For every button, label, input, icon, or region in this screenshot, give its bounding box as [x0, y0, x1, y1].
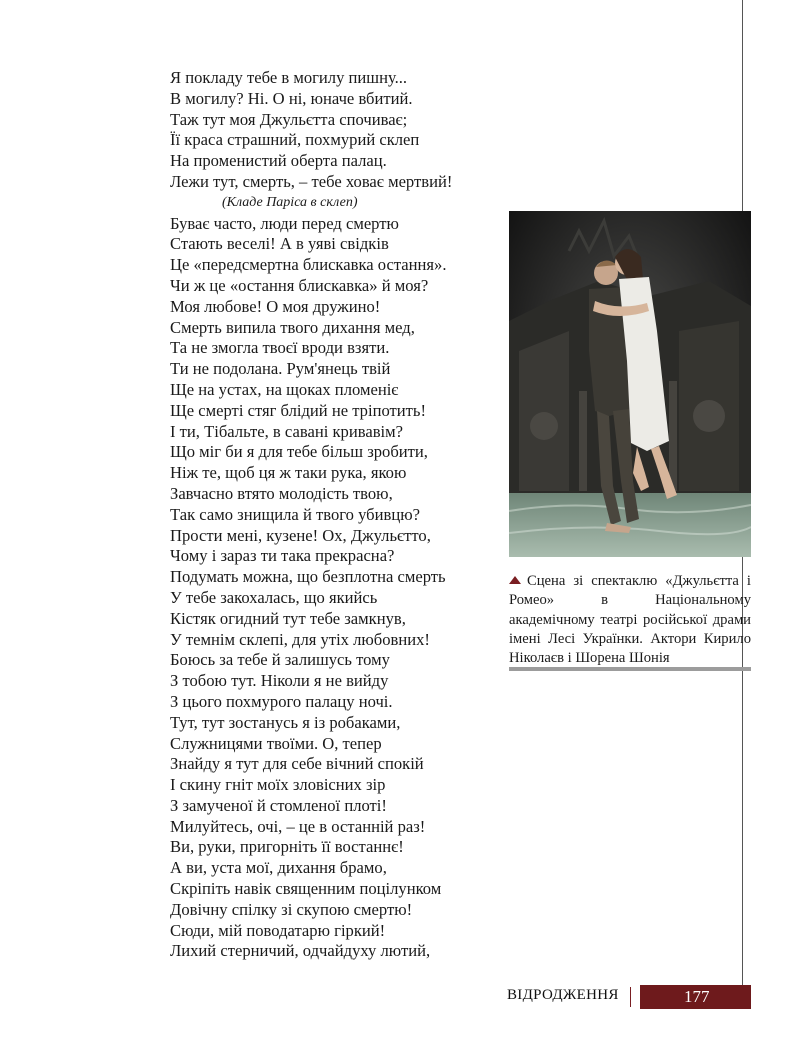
page-number: 177	[640, 985, 751, 1009]
poem-line: Лежи тут, смерть, – тебе ховає мертвий!	[170, 171, 453, 191]
footer-separator	[630, 987, 631, 1007]
poem-line: Знайду я тут для себе вічний спокій	[170, 754, 424, 774]
poem-line: Я покладу тебе в могилу пишну...	[170, 68, 408, 87]
poem-line: Подумать можна, що безплотна смерть	[170, 567, 446, 587]
stage-direction: (Кладе Паріса в склеп)	[222, 194, 358, 210]
poem-line: У тебе закохалась, що якийсь	[170, 587, 378, 607]
poem-line: Так само знищила й твого убивцю?	[170, 504, 420, 524]
poem-line: Служницями твоїми. О, тепер	[170, 733, 382, 753]
poem-line: Таж тут моя Джульєтта спочиває;	[170, 109, 408, 129]
poem-line: З тобою тут. Ніколи я не вийду	[170, 671, 389, 691]
poem-line: А ви, уста мої, дихання брамо,	[170, 858, 387, 878]
poem-line: Кістяк огидний тут тебе замкнув,	[170, 608, 406, 628]
poem-line: Скріпіть навік священним поцілунком	[170, 879, 442, 899]
poem-line: В могилу? Ні. О ні, юначе вбитий.	[170, 88, 413, 108]
theatre-scene-photo	[509, 211, 751, 557]
photo-caption	[509, 572, 751, 668]
poem-line: Стають веселі! А в уяві свідків	[170, 234, 389, 254]
poem-line: У темнім склепі, для утіх любовних!	[170, 629, 430, 649]
poem-line: З цього похмурого палацу ночі.	[170, 691, 393, 711]
poem-text	[170, 68, 500, 962]
poem-line: Її краса страшний, похмурий склеп	[170, 130, 420, 150]
caption-marker-icon	[509, 576, 521, 584]
poem-line: Прости мені, кузене! Ох, Джульєтто,	[170, 525, 431, 545]
poem-line: І скину гніт моїх зловісних зір	[170, 775, 386, 795]
poem-line: Довічну спілку зі скупою смертю!	[170, 899, 413, 919]
caption-rule	[509, 667, 751, 671]
caption-text: Сцена зі спектаклю «Джульєтта і Ромео» в Національному академічному театрі російської драми імені Лесі Українки. Актори Кирило Ніколаєв і Шорена Шонія	[509, 573, 751, 667]
poem-line: Лихий стерничий, одчайдуху лютий,	[170, 941, 431, 961]
poem-line: Ти не подолана. Рум'янець твій	[170, 359, 391, 379]
poem-line: Чи ж це «остання блискавка» й моя?	[170, 275, 429, 295]
poem-line: Та не змогла твоєї вроди взяти.	[170, 338, 390, 358]
poem-line: З замученої й стомленої плоті!	[170, 795, 387, 815]
poem-line: Боюсь за тебе й залишусь тому	[170, 650, 390, 670]
poem-line: Моя любове! О моя дружино!	[170, 296, 381, 316]
poem-line: Буває часто, люди перед смертю	[170, 213, 399, 233]
poem-line: Ще на устах, на щоках пломеніє	[170, 379, 399, 399]
poem-line: Ще смерті стяг блідий не тріпотить!	[170, 400, 427, 420]
poem-line: Сюди, мій поводатарю гіркий!	[170, 920, 386, 940]
section-title: ВІДРОДЖЕННЯ	[507, 987, 619, 1003]
poem-line: Чому і зараз ти така прекрасна?	[170, 546, 395, 566]
poem-line: Ви, руки, пригорніть її востаннє!	[170, 837, 404, 857]
poem-line: Що міг би я для тебе більш зробити,	[170, 442, 428, 462]
poem-line: І ти, Тібальте, в савані кривавім?	[170, 421, 404, 441]
poem-line: Завчасно втято молодість твою,	[170, 483, 393, 503]
poem-line: Це «передсмертна блискавка остання».	[170, 255, 447, 275]
poem-line: На променистий оберта палац.	[170, 151, 387, 171]
poem-line: Тут, тут зостанусь я із робаками,	[170, 712, 401, 732]
poem-line: Милуйтесь, очі, – це в останній раз!	[170, 816, 426, 836]
poem-line: Смерть випила твого дихання мед,	[170, 317, 415, 337]
poem-line: Ніж те, щоб ця ж таки рука, якою	[170, 463, 407, 483]
